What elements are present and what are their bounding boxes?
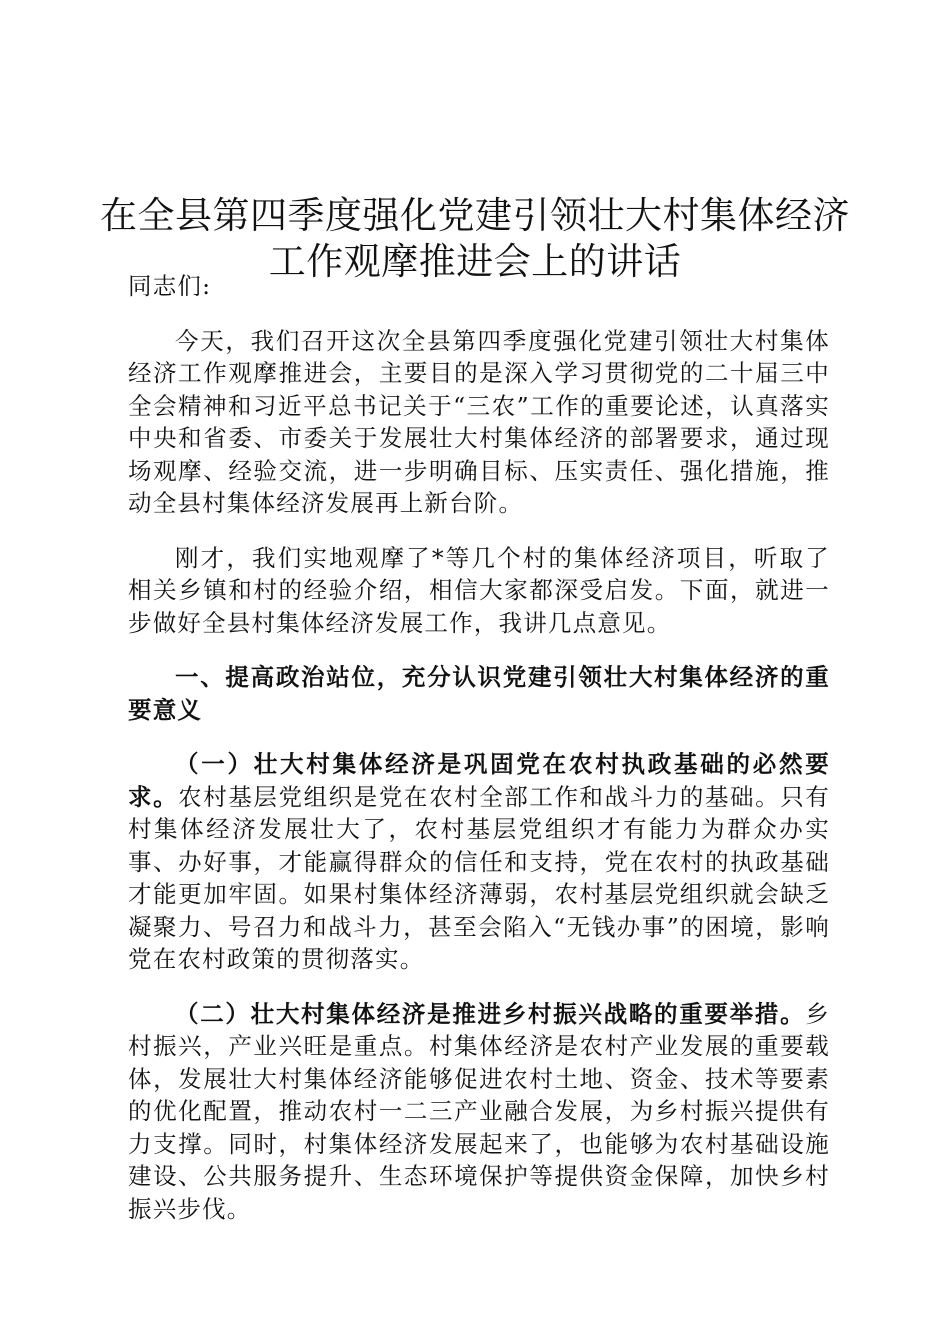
opening-paragraph: 今天，我们召开这次全县第四季度强化党建引领壮大村集体经济工作观摩推进会，主要目的是深入学习贯彻党的二十届三中全会精神和习近平总书记关于“三农”工作的重要论述，认真落实中央和省委、市委关于发展壮大村集体经济的部署要求，通过现场观摩、经验交流，进一步明确目标、压实责任、强化措施，推动全县村集体经济发展再上新台阶。 — [128, 326, 830, 517]
document-body — [128, 270, 830, 1247]
subsection-2-lead: （二）壮大村集体经济是推进乡村振兴战略的重要举措。 — [175, 999, 806, 1028]
title-line-2: 工作观摩推进会上的讲话 — [268, 239, 682, 283]
title-line-1: 在全县第四季度强化党建引领壮大村集体经济 — [100, 193, 850, 237]
subsection-2-text: 乡村振兴，产业兴旺是重点。村集体经济是农村产业发展的重要载体，发展壮大村集体经济能够促进农村土地、资金、技术等要素的优化配置，推动农村一二三产业融合发展，为乡村振兴提供有力支撑。同时，村集体经济发展起来了，也能够为农村基础设施建设、公共服务提升、生态环境保护等提供资金保障，加快乡村振兴步伐。 — [128, 999, 830, 1223]
subsection-2 — [128, 998, 830, 1226]
subsection-1-text: 农村基层党组织是党在农村全部工作和战斗力的基础。只有村集体经济发展壮大了，农村基层党组织才有能力为群众办实事、办好事，才能赢得群众的信任和支持，党在农村的执政基础才能更加牢固。如果村集体经济薄弱，农村基层党组织就会缺乏凝聚力、号召力和战斗力，甚至会陷入“无钱办事”的困境，影响党在农村政策的贯彻落实。 — [128, 782, 830, 973]
subsection-1 — [128, 748, 830, 976]
transition-paragraph: 刚才，我们实地观摩了*等几个村的集体经济项目，听取了相关乡镇和村的经验介绍，相信大家都深受启发。下面，就进一步做好全县村集体经济发展工作，我讲几点意见。 — [128, 543, 830, 637]
section-heading-1: 一、提高政治站位，充分认识党建引领壮大村集体经济的重要意义 — [128, 663, 830, 724]
salutation: 同志们: — [128, 272, 212, 300]
subsection-1-lead: （一）壮大村集体经济是巩固党在农村执政基础的必然要求。 — [128, 750, 830, 811]
